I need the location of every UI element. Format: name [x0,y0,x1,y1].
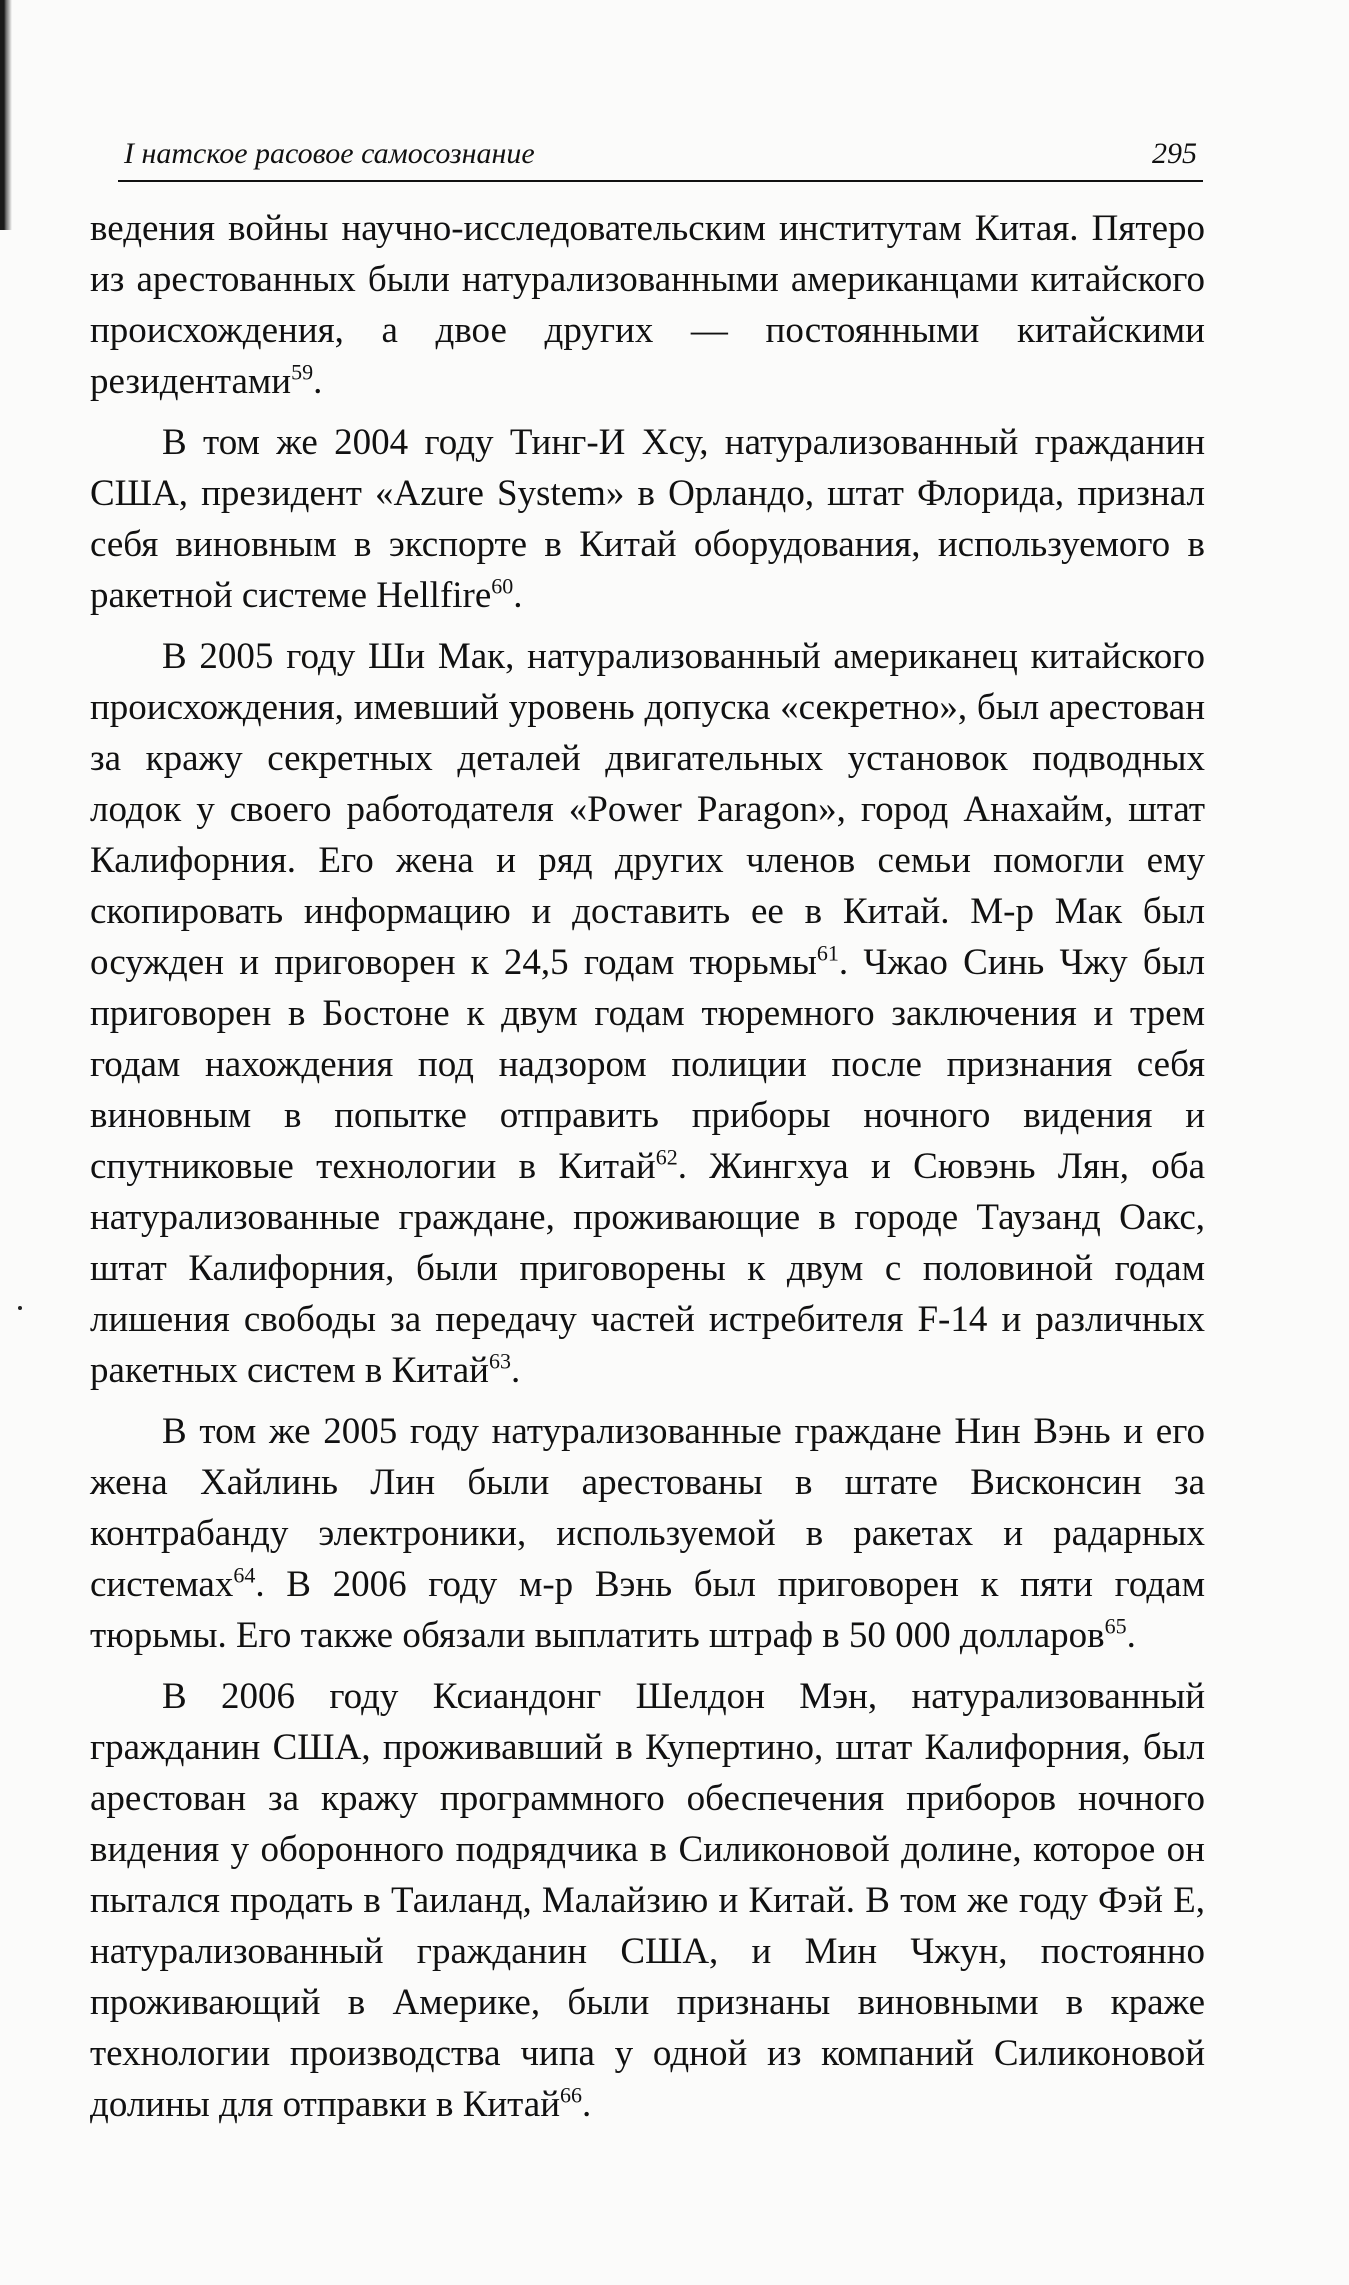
paragraph-tail: . [510,1350,521,1391]
paragraph-tail: . [582,2084,592,2125]
paragraph-text: В том же 2004 году Тинг-И Хсу, натурализованный гражданин США, президент «Azure System» в Орландо, штат Флорида, признал себя виновным в экспорте в Китай оборудования, используемого в ракетной системе Hellfire [90,422,1205,616]
footnote-marker: 62 [655,1144,678,1170]
paragraph-tail: . [1126,1615,1136,1656]
footnote-marker: 64 [233,1562,256,1588]
paragraph-text: . Чжао Синь Чжу был приговорен в Бостоне к двум годам тюремного заключения и трем годам нахождения под надзором полиции после признания себя виновным в попытке отправить приборы ночного видения и спутниковые технологии в Китай [90,942,1205,1187]
paragraph-text: . Жингхуа и Сювэнь Лян, оба натурализованные граждане, проживающие в городе Таузанд Оакс, штат Калифорния, были приговорены к двум с половиной годам лишения свободы за передачу частей истребителя F-14 и различных ракетных систем в Китай [90,1146,1206,1391]
binding-edge-shadow [0,0,12,230]
paragraph [90,203,1205,407]
footnote-marker: 60 [491,573,514,599]
running-header [118,134,1203,182]
running-title: І натское расовое самосознание [124,137,535,170]
paragraph [90,417,1205,621]
footnote-marker: 59 [291,359,314,385]
paragraph [90,631,1205,1396]
paragraph-tail: . [513,575,523,616]
footnote-marker: 61 [816,940,839,966]
paragraph-text: В том же 2005 году натурализованные граждане Нин Вэнь и его жена Хайлинь Лин были арестованы в штате Висконсин за контрабанду электроники, используемой в ракетах и радарных системах [90,1411,1205,1605]
footnote-marker: 66 [560,2082,583,2108]
paragraph-tail: . [313,361,323,402]
footnote-marker: 65 [1104,1613,1127,1639]
scan-speck [18,1306,22,1310]
paragraph-text: В 2005 году Ши Мак, натурализованный американец китайского происхождения, имевший уровень допуска «секретно», был арестован за кражу секретных деталей двигательных установок подводных лодок у своего работодателя «Power Paragon», город Анахайм, штат Калифорния. Его жена и ряд других членов семьи помогли ему скопировать информацию и доставить ее в Китай. М-р Мак был осужден и приговорен к 24,5 годам тюрьмы [90,636,1205,983]
page-number: 295 [1152,137,1197,170]
body-text [90,203,1205,2130]
paragraph [90,1406,1205,1661]
paragraph-text: ведения войны научно-исследовательским институтам Китая. Пятеро из арестованных были натурализованными американцами китайского происхождения, а двое других — постоянными китайскими резидентами [90,208,1205,402]
paragraph-text: В 2006 году Ксиандонг Шелдон Мэн, натурализованный гражданин США, проживавший в Купертино, штат Калифорния, был арестован за кражу программного обеспечения приборов ночного видения у оборонного подрядчика в Силиконовой долине, которое он пытался продать в Таиланд, Малайзию и Китай. В том же году Фэй Е, натурализованный гражданин США, и Мин Чжун, постоянно проживающий в Америке, были признаны виновными в краже технологии производства чипа у одной из компаний Силиконовой долины для отправки в Китай [90,1676,1205,2125]
footnote-marker: 63 [488,1348,511,1374]
paragraph-text: . В 2006 году м-р Вэнь был приговорен к пяти годам тюрьмы. Его также обязали выплатить штраф в 50 000 долларов [90,1564,1205,1656]
paragraph [90,1671,1205,2130]
